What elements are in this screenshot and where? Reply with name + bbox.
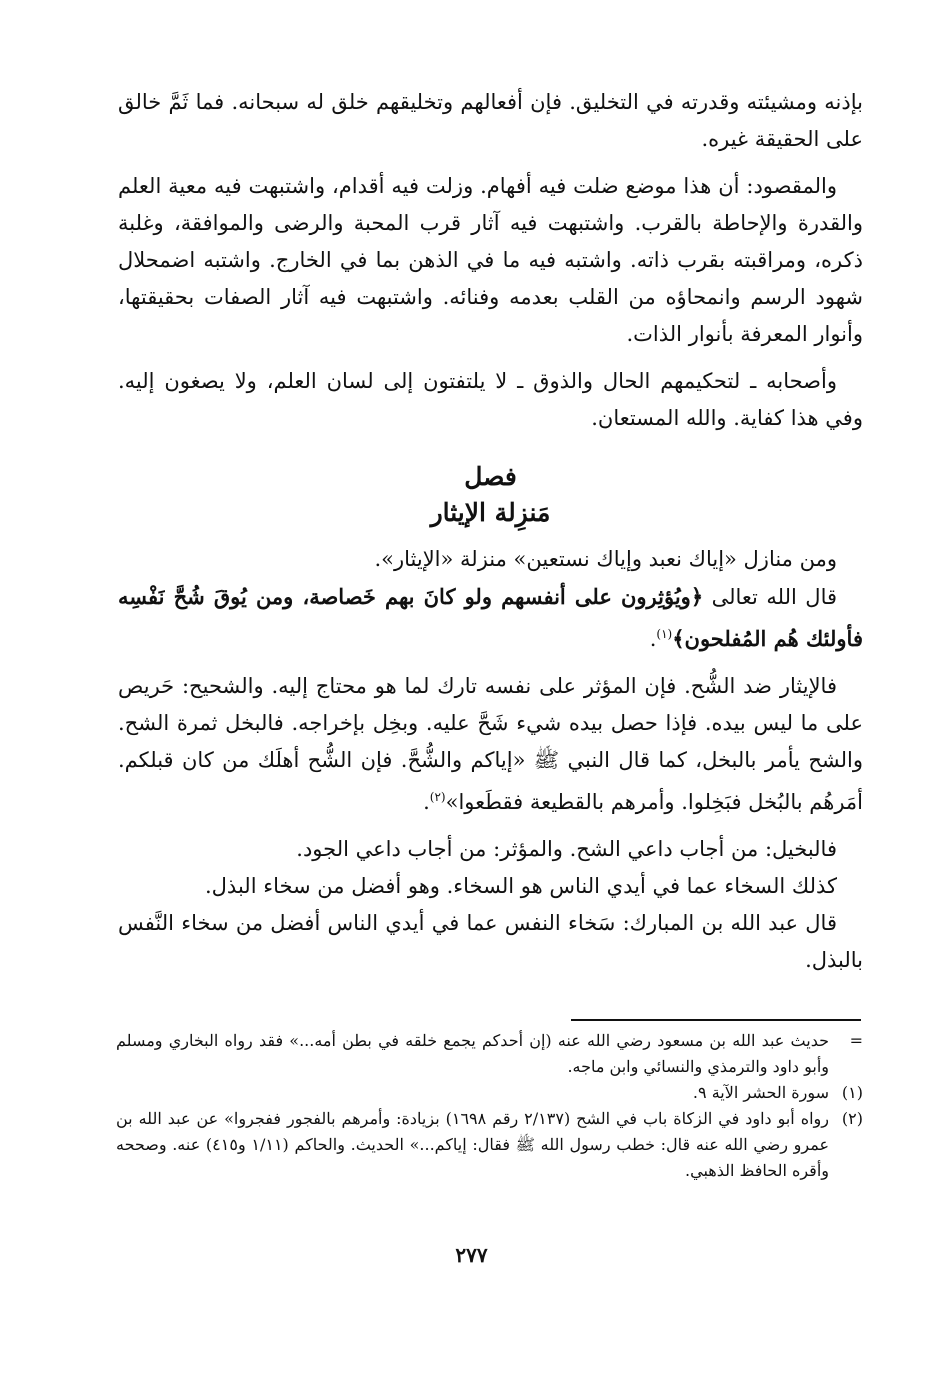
section-title: مَنزِلة الإيثار xyxy=(430,498,551,527)
paragraph-7: فالبخيل: من أجاب داعي الشح. والمؤثر: من أجاب داعي الجود. xyxy=(296,837,837,861)
footnote-mark: = xyxy=(849,1031,863,1050)
footnote-continued xyxy=(116,1028,863,1080)
footnote-text: حديث عبد الله بن مسعود رضي الله عنه (إن أحدكم يجمع خلقه في بطن أمه...» فقد رواه البخاري ومسلم وأبو داود والترمذي والنسائي وابن ماجه. xyxy=(116,1031,829,1076)
paragraph-5-end: . xyxy=(649,627,657,651)
main-text xyxy=(118,84,863,979)
paragraph-6-end: . xyxy=(423,790,430,814)
footnote-1 xyxy=(116,1080,863,1106)
footnote-divider xyxy=(571,1019,861,1021)
paragraph-2: والمقصود: أن هذا موضع ضلت فيه أفهام. وزلت فيه أقدام، واشتبهت فيه معية العلم والقدرة والإحاطة بالقرب. واشتبهت فيه آثار قرب المحبة والرضى والموافقة، وغلبة ذكره، ومراقبته بقرب ذاته. واشتبه فيه ما في الذهن بما في الخارج. واشتبه اضمحلال شهود الرسم وانمحاؤه من القلب بعدمه وفنائه. واشتبهت فيه آثار الصفات بحقيقتها، وأنوار المعرفة بأنوار الذات. xyxy=(118,174,863,346)
footnote-ref-2: (٢) xyxy=(429,790,446,804)
paragraph-5 xyxy=(118,578,863,658)
footnote-2 xyxy=(116,1106,863,1184)
footnote-mark: (١) xyxy=(841,1083,863,1102)
paragraph-8: كذلك السخاء عما في أيدي الناس هو السخاء. وهو أفضل من سخاء البذل. xyxy=(205,874,837,898)
footnotes xyxy=(116,1028,863,1184)
paragraph-3: وأصحابه ـ لتحكيمهم الحال والذوق ـ لا يلتفتون إلى لسان العلم، ولا يصغون إليه. وفي هذا كفاية. والله المستعان. xyxy=(118,369,863,430)
paragraph-4: ومن منازل «إياك نعبد وإياك نستعين» منزلة «الإيثار». xyxy=(374,547,837,571)
page-number: ٢٧٧ xyxy=(455,1243,488,1267)
footnote-ref-1: (١) xyxy=(656,627,673,641)
section-heading: فصل xyxy=(464,462,517,491)
paragraph-9: قال عبد الله بن المبارك: سَخاء النفس عما في أيدي الناس أفضل من سخاء النَّفس بالبذل. xyxy=(118,911,863,972)
quran-verse: ﴿ويُؤثِرون على أنفسهم ولو كانَ بهم خَصاصة، ومن يُوقَ شُحَّ نَفْسِه فأولئك هُم المُفلحون﴾ xyxy=(118,584,863,651)
verse-intro: قال الله تعالى xyxy=(711,585,838,609)
paragraph-6 xyxy=(118,668,863,821)
footnote-mark: (٢) xyxy=(841,1109,863,1128)
paragraph-1: بإذنه ومشيئته وقدرته في التخليق. فإن أفعالهم وتخليقهم خلق له سبحانه. فما ثَمَّ خالق على الحقيقة غيره. xyxy=(118,90,863,151)
footnote-text: سورة الحشر الآية ٩. xyxy=(692,1083,829,1102)
paragraph-6-text: فالإيثار ضد الشُّح. فإن المؤثر على نفسه تارك لما هو محتاج إليه. والشحيح: حَريص على ما ليس بيده. فإذا حصل بيده شيء شَحَّ عليه. وبخِل بإخراجه. فالبخل ثمرة الشح. والشح يأمر بالبخل، كما قال النبي ﷺ «إياكم والشُّحَّ. فإن الشُّح أهلَك من كان قبلكم. أمَرهُم بالبُخل فبَخِلوا. وأمرهم بالقطيعة فقطَعوا» xyxy=(118,674,863,814)
footnote-text: رواه أبو داود في الزكاة باب في الشح (٢/١٣٧ رقم ١٦٩٨) بزيادة: وأمرهم بالفجور ففجروا» عن عبد الله بن عمرو رضي الله عنه قال: خطب رسول الله ﷺ فقال: إياكم...» الحديث. والحاكم (١/١١ و٤١٥) عنه. وصححه وأقره الحافظ الذهبي. xyxy=(116,1109,829,1180)
